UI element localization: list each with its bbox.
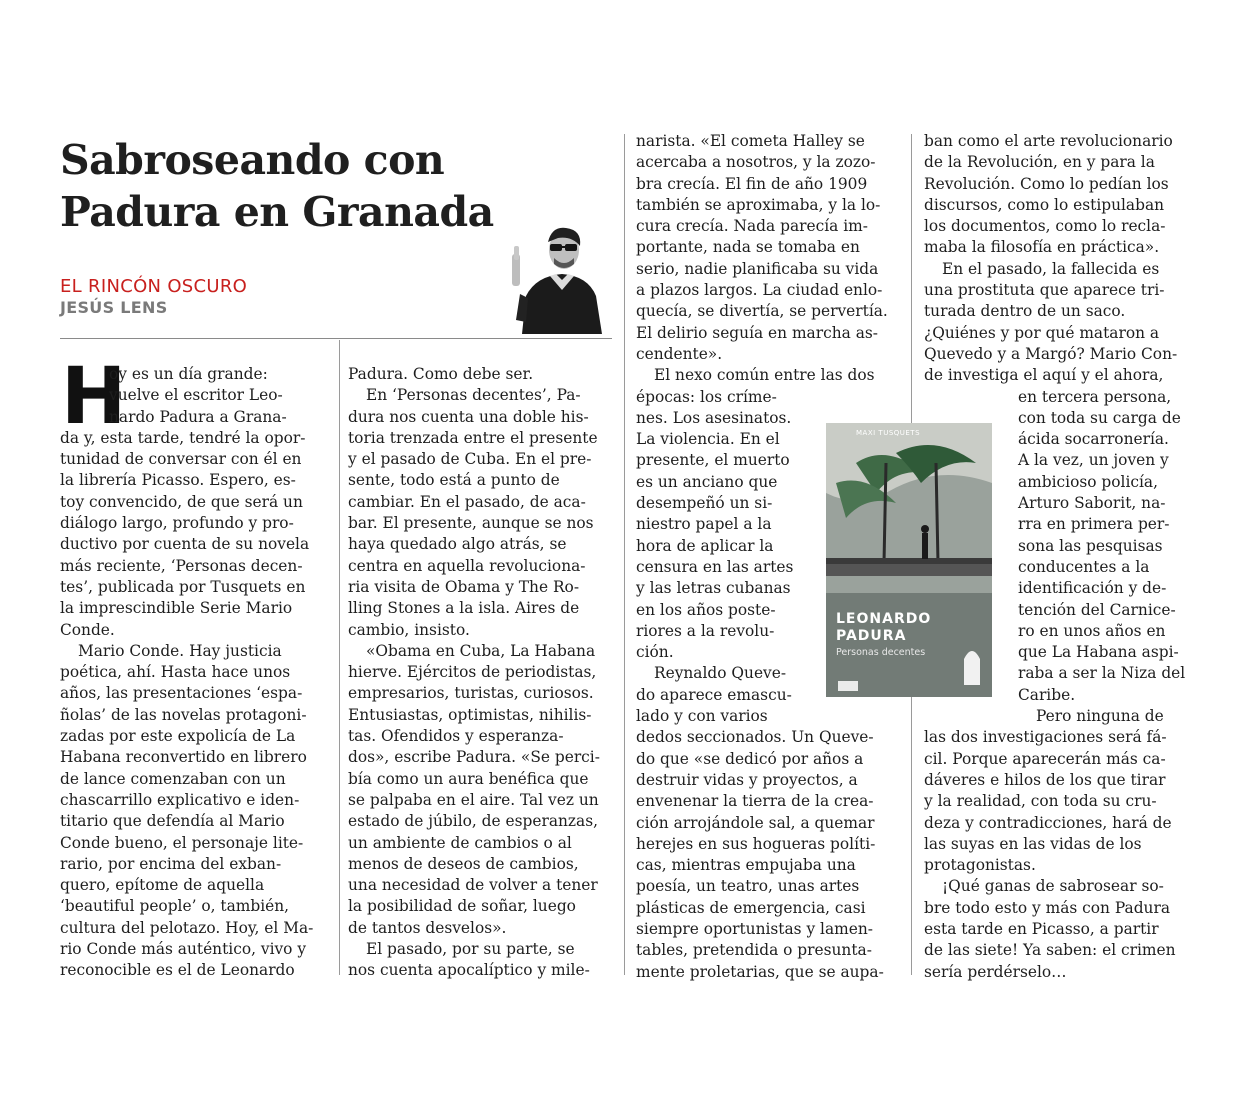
text-line: un ambiente de cambios o al (348, 833, 572, 852)
text-line: niestro papel a la (636, 515, 772, 534)
text-line: con toda su carga de (1018, 408, 1181, 427)
text-line: ‘beautiful people’ o, también, (60, 897, 290, 916)
text-line: tunidad de conversar con él en (60, 450, 302, 469)
text-line: ductivo por cuenta de su novela (60, 535, 310, 554)
text-line: raba a ser la Niza del (1018, 664, 1186, 683)
text-line: ambicioso policía, (1018, 472, 1158, 491)
book-author-line-1: LEONARDO (836, 611, 932, 627)
text-line: rio Conde más auténtico, vivo y (60, 940, 307, 959)
text-line: más reciente, ‘Personas decen- (60, 556, 303, 575)
text-line: y las letras cubanas (636, 579, 791, 598)
text-line: dura nos cuenta una doble his- (348, 407, 589, 426)
text-line: tes’, publicada por Tusquets en (60, 577, 306, 596)
text-line: de tantos desvelos». (348, 918, 507, 937)
text-line: que La Habana aspi- (1018, 643, 1179, 662)
column-rule-1 (339, 340, 340, 975)
text-line: de investiga el aquí y el ahora, (924, 366, 1164, 385)
text-line: sería perdérselo… (924, 962, 1067, 981)
text-line: cura crecía. Nada parecía im- (636, 217, 868, 236)
text-line: Reynaldo Queve- (654, 664, 787, 683)
text-line: maba la filosofía en práctica». (924, 238, 1160, 257)
text-line: tas. Ofendidos y esperanza- (348, 727, 564, 746)
text-line: empresarios, turistas, curiosos. (348, 684, 594, 703)
text-line: Caribe. (1018, 685, 1076, 704)
column-rule-2 (624, 134, 625, 975)
text-line: las suyas en las vidas de los (924, 834, 1142, 853)
text-line: se palpaba en el aire. Tal vez un (348, 790, 599, 809)
text-line: poética, ahí. Hasta hace unos (60, 663, 291, 682)
text-line: quecía, se divertía, se pervertía. (636, 302, 888, 321)
text-line: riores a la revolu- (636, 621, 775, 640)
text-line: nardo Padura a Grana- (109, 407, 287, 426)
text-line: tención del Carnice- (1018, 600, 1176, 619)
text-line: La violencia. En el (636, 430, 780, 449)
text-line: turada dentro de un saco. (924, 302, 1126, 321)
text-line: dos», escribe Padura. «Se perci- (348, 748, 600, 767)
text-line: El nexo común entre las dos (654, 366, 875, 385)
text-line: En ‘Personas decentes’, Pa- (366, 386, 581, 405)
text-line: hora de aplicar la (636, 536, 774, 555)
text-line: oy es un día grande: (109, 365, 268, 383)
header-divider (60, 338, 612, 339)
text-line: nos cuenta apocalíptico y mile- (348, 961, 590, 980)
text-line: estado de júbilo, de esperanzas, (348, 812, 599, 831)
text-line: dedos seccionados. Un Queve- (636, 728, 874, 747)
body-column-4-end (924, 706, 1176, 983)
text-line: sona las pesquisas (1018, 536, 1163, 555)
text-line: destruir vidas y proyectos, a (636, 770, 858, 789)
text-line: Habana reconvertido en librero (60, 748, 307, 767)
text-line: la posibilidad de soñar, luego (348, 897, 576, 916)
text-line: a plazos largos. La ciudad enlo- (636, 281, 883, 300)
text-line: una prostituta que aparece tri- (924, 281, 1165, 300)
text-line: reconocible es el de Leonardo (60, 961, 295, 980)
text-line: ro en unos años en (1018, 621, 1166, 640)
text-line: cendente». (636, 344, 723, 363)
text-line: las dos investigaciones será fá- (924, 728, 1167, 747)
text-line: también se aproximaba, y la lo- (636, 195, 881, 214)
text-line: centra en aquella revoluciona- (348, 556, 586, 575)
text-line: tables, pretendida o presunta- (636, 941, 872, 960)
text-line: bra crecía. El fin de año 1909 (636, 174, 868, 193)
text-line: cambiar. En el pasado, de aca- (348, 492, 586, 511)
text-line: «Obama en Cuba, La Habana (366, 641, 596, 660)
text-line: lling Stones a la isla. Aires de (348, 599, 580, 618)
text-line: bar. El presente, aunque se nos (348, 514, 594, 533)
text-line: Pero ninguna de (1036, 707, 1164, 726)
book-series-mark: MAXI TUSQUETS (856, 429, 921, 437)
text-line: portante, nada se tomaba en (636, 238, 860, 257)
text-line: y el pasado de Cuba. En el pre- (348, 450, 592, 469)
text-line: la librería Picasso. Espero, es- (60, 471, 296, 490)
text-line: rra en primera per- (1018, 515, 1170, 534)
text-line: nes. Los asesinatos. (636, 408, 792, 427)
text-line: bre todo esto y más con Padura (924, 898, 1170, 917)
body-column-1 (60, 352, 314, 982)
text-line: de lance comenzaban con un (60, 769, 286, 788)
text-line: herejes en sus hogueras políti- (636, 834, 876, 853)
text-line: una necesidad de volver a tener (348, 876, 598, 895)
text-line: dáveres e hilos de los que tirar (924, 770, 1166, 789)
text-line: diálogo largo, profundo y pro- (60, 514, 294, 533)
book-cover (826, 423, 992, 697)
text-line: rario, por encima del exban- (60, 854, 282, 873)
text-line: presente, el muerto (636, 451, 790, 470)
text-line: toy convencido, de que será un (60, 492, 303, 511)
text-line: protagonistas. (924, 856, 1036, 875)
text-line: conducentes a la (1018, 557, 1150, 576)
text-line: titario que defendía al Mario (60, 812, 285, 831)
text-line: cil. Porque aparecerán más ca- (924, 749, 1166, 768)
text-line: identificación y de- (1018, 579, 1167, 598)
section-label: EL RINCÓN OSCURO (60, 276, 248, 297)
text-line: ria visita de Obama y The Ro- (348, 577, 580, 596)
text-line: sente, todo está a punto de (348, 471, 560, 490)
book-author-line-2: PADURA (836, 628, 907, 644)
drop-cap: H (61, 352, 127, 442)
text-line: da y, esta tarde, tendré la opor- (60, 428, 306, 447)
text-line: Conde bueno, el personaje lite- (60, 833, 304, 852)
text-line: narista. «El cometa Halley se (636, 132, 865, 150)
text-line: hierve. Ejércitos de periodistas, (348, 663, 597, 682)
text-line: acercaba a nosotros, y la zozo- (636, 153, 876, 172)
text-line: esta tarde en Picasso, a partir (924, 920, 1159, 939)
text-line: ¡Qué ganas de sabrosear so- (942, 877, 1164, 896)
text-line: ñolas’ de las novelas protagoni- (60, 705, 307, 724)
text-line: ¿Quiénes y por qué mataron a (924, 323, 1160, 342)
body-column-4 (924, 131, 1177, 387)
text-line: en tercera persona, (1018, 387, 1172, 406)
author-byline: JESÚS LENS (60, 298, 168, 317)
text-line: de las siete! Ya saben: el crimen (924, 941, 1176, 960)
text-line: A la vez, un joven y (1018, 451, 1169, 470)
text-line: años, las presentaciones ‘espa- (60, 684, 303, 703)
text-line: do aparece emascu- (636, 685, 792, 704)
headline (60, 134, 520, 238)
text-line: cultura del pelotazo. Hoy, el Ma- (60, 918, 314, 937)
text-line: desempeñó un si- (636, 494, 773, 513)
text-line: menos de deseos de cambios, (348, 854, 579, 873)
text-line: Padura. Como debe ser. (348, 365, 534, 383)
text-line: ácida socarronería. (1018, 430, 1169, 449)
text-line: es un anciano que (636, 472, 778, 491)
text-line: censura en las artes (636, 557, 794, 576)
text-line: siempre oportunistas y lamen- (636, 919, 873, 938)
text-line: Entusiastas, optimistas, nihilis- (348, 705, 592, 724)
body-column-2 (348, 364, 600, 982)
text-line: bía como un aura benéfica que (348, 769, 589, 788)
text-line: poesía, un teatro, unas artes (636, 877, 860, 896)
text-line: la imprescindible Serie Mario (60, 599, 293, 618)
text-line: Revolución. Como lo pedían los (924, 174, 1169, 193)
text-line: Conde. (60, 620, 115, 639)
body-column-4-wrap (1018, 387, 1185, 706)
text-line: y la realidad, con toda su cru- (924, 792, 1157, 811)
book-title: Personas decentes (836, 647, 926, 658)
text-line: Quevedo y a Margó? Mario Con- (924, 344, 1178, 363)
text-line: cambio, insisto. (348, 620, 470, 639)
text-line: vuelve el escritor Leo- (109, 386, 283, 405)
text-line: quero, epítome de aquella (60, 876, 265, 895)
text-line: En el pasado, la fallecida es (942, 259, 1160, 278)
text-line: haya quedado algo atrás, se (348, 535, 567, 554)
text-line: do que «se dedicó por años a (636, 749, 864, 768)
text-line: de la Revolución, en y para la (924, 153, 1155, 172)
text-line: serio, nadie planificaba su vida (636, 259, 879, 278)
text-line: los documentos, como lo recla- (924, 217, 1166, 236)
author-photo (502, 216, 602, 334)
text-line: deza y contradicciones, hará de (924, 813, 1172, 832)
text-line: mente proletarias, que se aupa- (636, 962, 884, 981)
text-line: cas, mientras empujaba una (636, 856, 856, 875)
text-line: ción. (636, 643, 674, 662)
text-line: chascarrillo explicativo e iden- (60, 790, 300, 809)
text-line: ban como el arte revolucionario (924, 132, 1173, 150)
text-line: en los años poste- (636, 600, 776, 619)
text-line: lado y con varios (636, 707, 768, 726)
text-line: Arturo Saborit, na- (1018, 494, 1166, 513)
text-line: Mario Conde. Hay justicia (78, 641, 282, 660)
text-line: El delirio seguía en marcha as- (636, 323, 878, 342)
text-line: discursos, como lo estipulaban (924, 195, 1165, 214)
text-line: plásticas de emergencia, casi (636, 898, 866, 917)
text-line: ción arrojándole sal, a quemar (636, 813, 875, 832)
headline-line-2: Padura en Granada (60, 188, 494, 236)
text-line: toria trenzada entre el presente (348, 428, 598, 447)
text-line: envenenar la tierra de la crea- (636, 792, 874, 811)
text-line: épocas: los críme- (636, 387, 777, 406)
text-line: zadas por este expolicía de La (60, 727, 296, 746)
text-line: El pasado, por su parte, se (366, 940, 575, 959)
headline-line-1: Sabroseando con (60, 136, 445, 184)
